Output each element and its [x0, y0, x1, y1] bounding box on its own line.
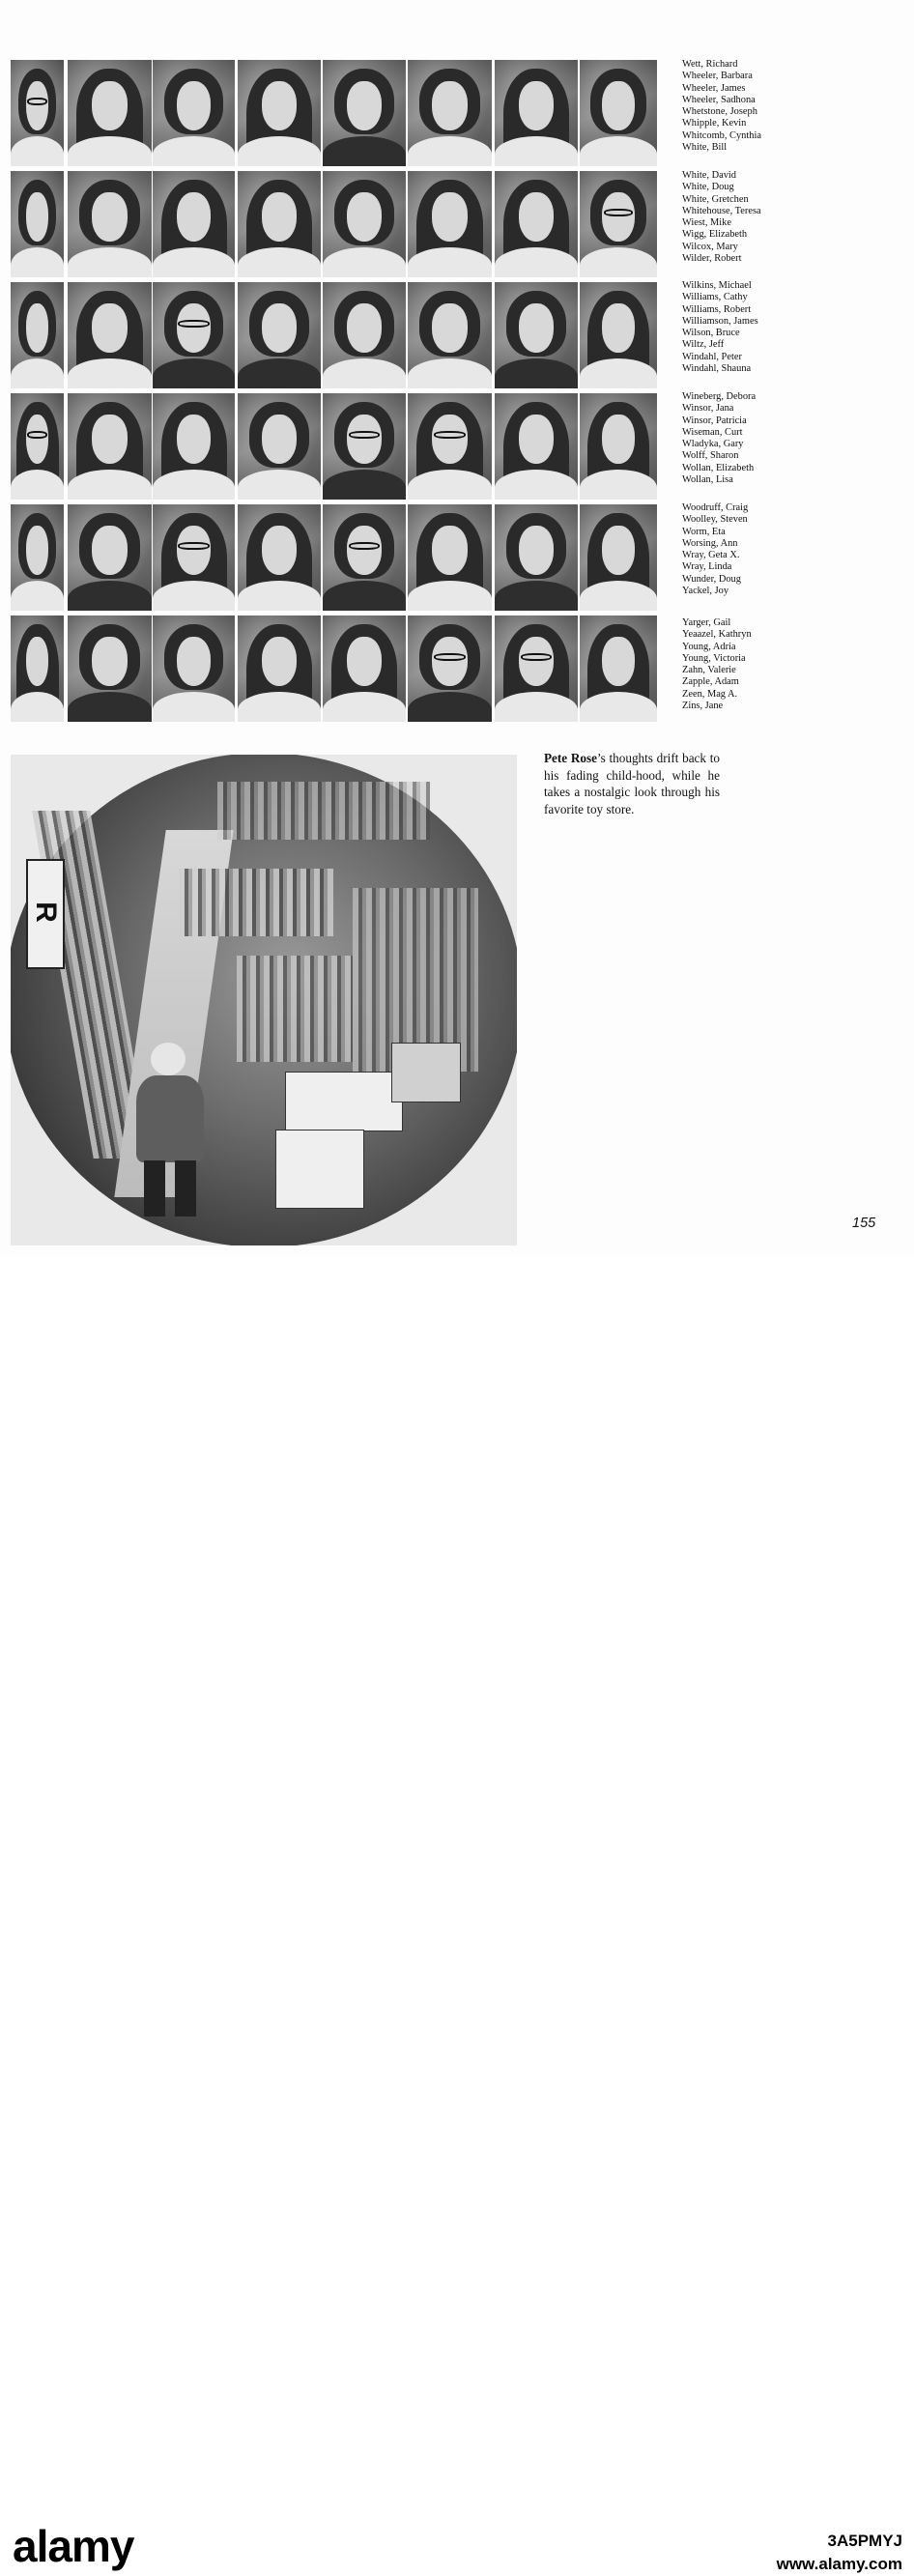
- student-name: Young, Adria: [682, 641, 736, 652]
- student-portrait: [408, 282, 492, 388]
- photo-caption: [544, 750, 720, 817]
- student-name: Zins, Jane: [682, 701, 724, 712]
- site-url: www.alamy.com: [776, 2555, 902, 2573]
- student-portrait: [495, 60, 578, 166]
- student-portrait: [580, 504, 657, 611]
- student-portrait: [153, 393, 235, 500]
- student-name: Wollan, Elizabeth: [682, 462, 755, 473]
- student-name: Winsor, Jana: [682, 403, 734, 415]
- student-name: Zahn, Valerie: [682, 665, 736, 676]
- toy-store-mirror-photo: [11, 755, 517, 1245]
- student-name: Wolff, Sharon: [682, 450, 739, 462]
- student-portrait: [495, 171, 578, 277]
- student-portrait: [11, 282, 64, 388]
- student-portrait: [238, 504, 321, 611]
- student-portrait: [580, 60, 657, 166]
- student-portrait: [153, 504, 235, 611]
- name-list-row-5: [682, 502, 748, 597]
- portrait-row: [11, 393, 660, 500]
- name-list-row-2: [682, 170, 761, 265]
- student-name: White, Gretchen: [682, 193, 749, 205]
- caption-name: Pete Rose: [544, 751, 597, 765]
- student-portrait: [408, 171, 492, 277]
- student-name: Zeen, Mag A.: [682, 688, 738, 700]
- student-portrait: [323, 504, 406, 611]
- student-portrait: [11, 171, 64, 277]
- store-sign-letter: R: [30, 902, 62, 923]
- student-name: Wollan, Lisa: [682, 474, 733, 486]
- student-name: Wray, Linda: [682, 561, 732, 573]
- student-name: Wiest, Mike: [682, 217, 731, 229]
- student-name: Whitehouse, Teresa: [682, 205, 761, 216]
- student-name: Zapple, Adam: [682, 676, 739, 688]
- student-portrait: [153, 282, 235, 388]
- pete-rose-figure: [127, 1043, 214, 1216]
- student-portrait: [238, 393, 321, 500]
- student-portrait: [238, 60, 321, 166]
- student-name: White, Doug: [682, 182, 734, 193]
- student-portrait: [68, 282, 152, 388]
- student-portrait: [495, 393, 578, 500]
- image-id-block: [777, 2530, 902, 2576]
- student-name: Yeaazel, Kathryn: [682, 629, 752, 641]
- portrait-row: [11, 171, 660, 277]
- student-name: Worm, Eta: [682, 526, 726, 537]
- student-name: Wiltz, Jeff: [682, 339, 725, 351]
- student-name: Wilson, Bruce: [682, 328, 740, 339]
- student-name: Windahl, Shauna: [682, 363, 752, 375]
- student-name: Yarger, Gail: [682, 617, 731, 628]
- student-portrait: [580, 171, 657, 277]
- student-portrait: [580, 282, 657, 388]
- student-name: Woolley, Steven: [682, 514, 748, 526]
- student-name: Young, Victoria: [682, 652, 746, 664]
- name-list-row-4: [682, 391, 756, 486]
- student-portrait: [11, 504, 64, 611]
- name-list-row-3: [682, 280, 758, 375]
- student-portrait: [323, 60, 406, 166]
- portrait-row: [11, 504, 660, 611]
- student-portrait: [495, 504, 578, 611]
- student-name: Wheeler, Barbara: [682, 71, 753, 82]
- student-portrait: [408, 60, 492, 166]
- student-name: Wladyka, Gary: [682, 439, 744, 450]
- student-portrait: [68, 615, 152, 722]
- name-list-row-1: [682, 59, 761, 154]
- store-sign: [26, 859, 65, 969]
- name-list-row-6: [682, 617, 752, 712]
- student-name: Whitcomb, Cynthia: [682, 129, 761, 141]
- student-name: Wiseman, Curt: [682, 426, 743, 438]
- student-name: Wett, Richard: [682, 59, 738, 70]
- student-portrait: [323, 393, 406, 500]
- student-portrait: [238, 615, 321, 722]
- student-portrait: [68, 171, 152, 277]
- student-name: Woodruff, Craig: [682, 502, 749, 513]
- alamy-logo: alamy: [13, 2521, 134, 2571]
- student-name: Williamson, James: [682, 315, 758, 327]
- student-portrait: [68, 393, 152, 500]
- student-name: Wilder, Robert: [682, 253, 742, 265]
- student-name: White, David: [682, 170, 736, 181]
- student-portrait: [580, 393, 657, 500]
- student-portrait: [580, 615, 657, 722]
- student-name: Yackel, Joy: [682, 586, 729, 597]
- student-name: Whipple, Kevin: [682, 118, 747, 129]
- student-portrait: [495, 615, 578, 722]
- student-portrait: [238, 282, 321, 388]
- student-name: Wheeler, James: [682, 82, 746, 94]
- student-name: Wilcox, Mary: [682, 241, 738, 252]
- student-portrait: [11, 60, 64, 166]
- student-name: Wineberg, Debora: [682, 391, 757, 402]
- yearbook-page: [0, 0, 914, 1256]
- portrait-row: [11, 60, 660, 166]
- portrait-row: [11, 615, 660, 722]
- student-portrait: [408, 393, 492, 500]
- student-name: Wigg, Elizabeth: [682, 229, 748, 241]
- student-portrait: [323, 615, 406, 722]
- portrait-row: [11, 282, 660, 388]
- student-name: Wray, Geta X.: [682, 550, 740, 561]
- student-portrait: [11, 615, 64, 722]
- student-name: Wheeler, Sadhona: [682, 94, 756, 105]
- student-portrait: [11, 393, 64, 500]
- student-portrait: [238, 171, 321, 277]
- caption-text: ’s thoughts drift back to his fading child-hood, while he takes a nostalgic look through his favorite toy store.: [544, 751, 720, 816]
- student-portrait: [323, 171, 406, 277]
- student-name: Winsor, Patricia: [682, 415, 747, 426]
- student-portrait: [323, 282, 406, 388]
- image-id: 3A5PMYJ: [827, 2532, 902, 2550]
- student-portrait: [68, 60, 152, 166]
- student-portrait: [153, 615, 235, 722]
- student-name: Windahl, Peter: [682, 351, 742, 362]
- student-portrait: [408, 615, 492, 722]
- student-portrait: [153, 60, 235, 166]
- student-portrait: [495, 282, 578, 388]
- stock-watermark-footer: [0, 1256, 914, 2573]
- student-name: White, Bill: [682, 142, 728, 154]
- student-portrait: [68, 504, 152, 611]
- student-name: Worsing, Ann: [682, 537, 738, 549]
- student-portrait: [153, 171, 235, 277]
- page-number: 155: [852, 1216, 876, 1231]
- student-name: Williams, Robert: [682, 303, 752, 315]
- convex-mirror: [11, 755, 517, 1245]
- student-name: Williams, Cathy: [682, 292, 748, 303]
- student-name: Wunder, Doug: [682, 573, 741, 585]
- student-name: Wilkins, Michael: [682, 280, 752, 291]
- student-name: Whetstone, Joseph: [682, 106, 757, 118]
- student-portrait: [408, 504, 492, 611]
